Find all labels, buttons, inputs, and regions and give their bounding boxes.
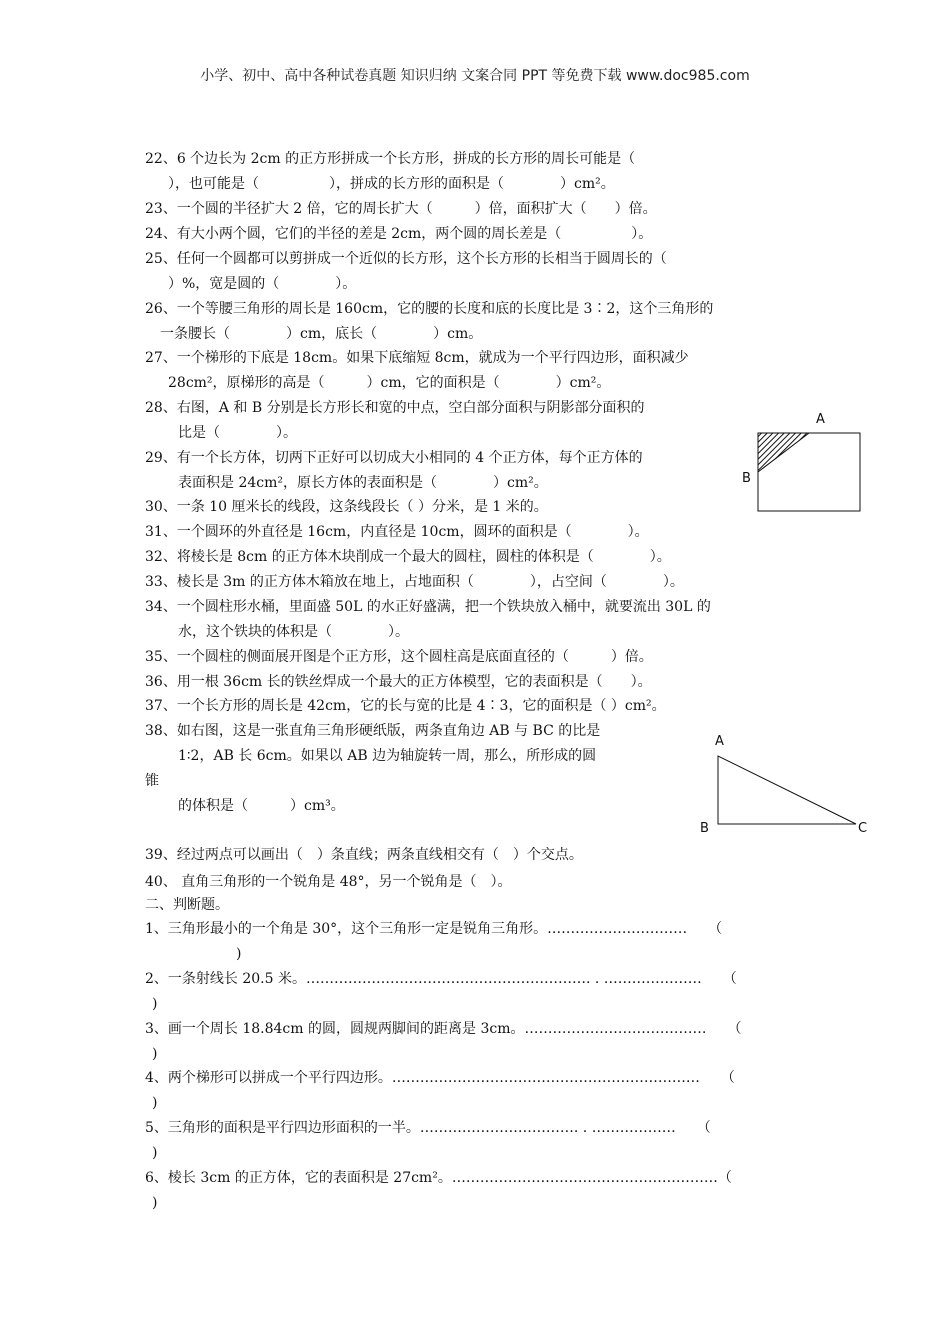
label-b: B xyxy=(700,821,709,836)
question-26-cont: 一条腰长（ ）cm，底长（ ）cm。 xyxy=(160,326,483,342)
question-35: 35、一个圆柱的侧面展开图是个正方形，这个圆柱高是底面直径的（ ）倍。 xyxy=(145,649,653,665)
question-38-end: 的体积是（ ）cm³。 xyxy=(178,798,345,814)
question-36: 36、用一根 36cm 长的铁丝焊成一个最大的正方体模型，它的表面积是（ ）。 xyxy=(145,674,652,690)
question-40: 40、 直角三角形的一个锐角是 48°，另一个锐角是（ ）。 xyxy=(145,874,512,890)
question-28-cont: 比是（ ）。 xyxy=(178,425,297,441)
rectangle-figure xyxy=(738,405,868,517)
question-24: 24、有大小两个圆，它们的半径的差是 2cm，两个圆的周长差是（ ）。 xyxy=(145,226,653,242)
judge-5-paren: ) xyxy=(152,1145,158,1161)
judge-3-paren: ) xyxy=(152,1046,158,1062)
question-33: 33、棱长是 3m 的正方体木箱放在地上，占地面积（ ），占空间（ ）。 xyxy=(145,574,684,590)
question-30: 30、一条 10 厘米长的线段，这条线段长（ ）分米，是 1 米的。 xyxy=(145,499,548,515)
judge-1-paren: ) xyxy=(236,946,242,962)
label-a: A xyxy=(715,734,724,749)
judge-6: 6、棱长 3cm 的正方体，它的表面积是 27cm²。…………………………………………………（ xyxy=(145,1170,732,1186)
question-23: 23、一个圆的半径扩大 2 倍，它的周长扩大（ ）倍，面积扩大（ ）倍。 xyxy=(145,201,657,217)
triangle-figure xyxy=(698,728,873,836)
question-25: 25、任何一个圆都可以剪拼成一个近似的长方形，这个长方形的长相当于圆周长的（ xyxy=(145,251,667,267)
question-38-wrap: 锥 xyxy=(145,773,159,789)
question-22-cont: ），也可能是（ ），拼成的长方形的面积是（ ）cm²。 xyxy=(168,176,615,192)
judge-6-paren: ) xyxy=(152,1195,158,1211)
right-triangle xyxy=(718,756,856,824)
question-38-cont: 1∶2，AB 长 6cm。如果以 AB 边为轴旋转一周，那么，所形成的圆 xyxy=(178,748,597,764)
judge-2: 2、一条射线长 20.5 米。……………………………………………………. . ………………… （ xyxy=(145,971,737,987)
judge-1: 1、三角形最小的一个角是 30°，这个三角形一定是锐角三角形。………………………… （ xyxy=(145,921,723,937)
label-a: A xyxy=(816,412,825,427)
question-31: 31、一个圆环的外直径是 16cm，内直径是 10cm，圆环的面积是（ ）。 xyxy=(145,524,649,540)
section-title-judgement: 二、判断题。 xyxy=(145,897,229,913)
question-34: 34、一个圆柱形水桶，里面盛 50L 的水正好盛满，把一个铁块放入桶中，就要流出 30L 的 xyxy=(145,599,711,615)
judge-5: 5、三角形的面积是平行四边形面积的一半。……………………………. . ……………… （ xyxy=(145,1120,711,1136)
question-22: 22、6 个边长为 2cm 的正方形拼成一个长方形，拼成的长方形的周长可能是（ xyxy=(145,151,636,167)
question-32: 32、将棱长是 8cm 的正方体木块削成一个最大的圆柱，圆柱的体积是（ ）。 xyxy=(145,549,671,565)
judge-4-paren: ) xyxy=(152,1095,158,1111)
question-27: 27、一个梯形的下底是 18cm。如果下底缩短 8cm，就成为一个平行四边形，面积减少 xyxy=(145,350,689,366)
question-37: 37、一个长方形的周长是 42cm，它的长与宽的比是 4∶3，它的面积是（ ）cm²。 xyxy=(145,698,666,714)
question-25-cont: ）%，宽是圆的（ ）。 xyxy=(168,276,357,292)
question-29-cont: 表面积是 24cm²，原长方体的表面积是（ ）cm²。 xyxy=(178,475,548,491)
judge-2-paren: ) xyxy=(152,996,158,1012)
question-28: 28、右图，A 和 B 分别是长方形长和宽的中点，空白部分面积与阴影部分面积的 xyxy=(145,400,645,416)
judge-4: 4、两个梯形可以拼成一个平行四边形。………………………………………………………… （ xyxy=(145,1070,735,1086)
question-38: 38、如右图，这是一张直角三角形硬纸版，两条直角边 AB 与 BC 的比是 xyxy=(145,723,601,739)
label-c: C xyxy=(858,821,868,836)
label-b: B xyxy=(742,471,751,486)
question-39: 39、经过两点可以画出（ ）条直线；两条直线相交有（ ）个交点。 xyxy=(145,847,583,863)
question-29: 29、有一个长方体，切两下正好可以切成大小相同的 4 个正方体，每个正方体的 xyxy=(145,450,643,466)
page-header: 小学、初中、高中各种试卷真题 知识归纳 文案合同 PPT 等免费下载 www.doc985.com xyxy=(200,68,750,84)
question-27-cont: 28cm²，原梯形的高是（ ）cm，它的面积是（ ）cm²。 xyxy=(168,375,611,391)
question-26: 26、一个等腰三角形的周长是 160cm，它的腰的长度和底的长度比是 3∶2，这个三角形的 xyxy=(145,301,714,317)
judge-3: 3、画一个周长 18.84cm 的圆，圆规两脚间的距离是 3cm。………………………………… （ xyxy=(145,1021,742,1037)
question-34-cont: 水，这个铁块的体积是（ ）。 xyxy=(178,624,409,640)
